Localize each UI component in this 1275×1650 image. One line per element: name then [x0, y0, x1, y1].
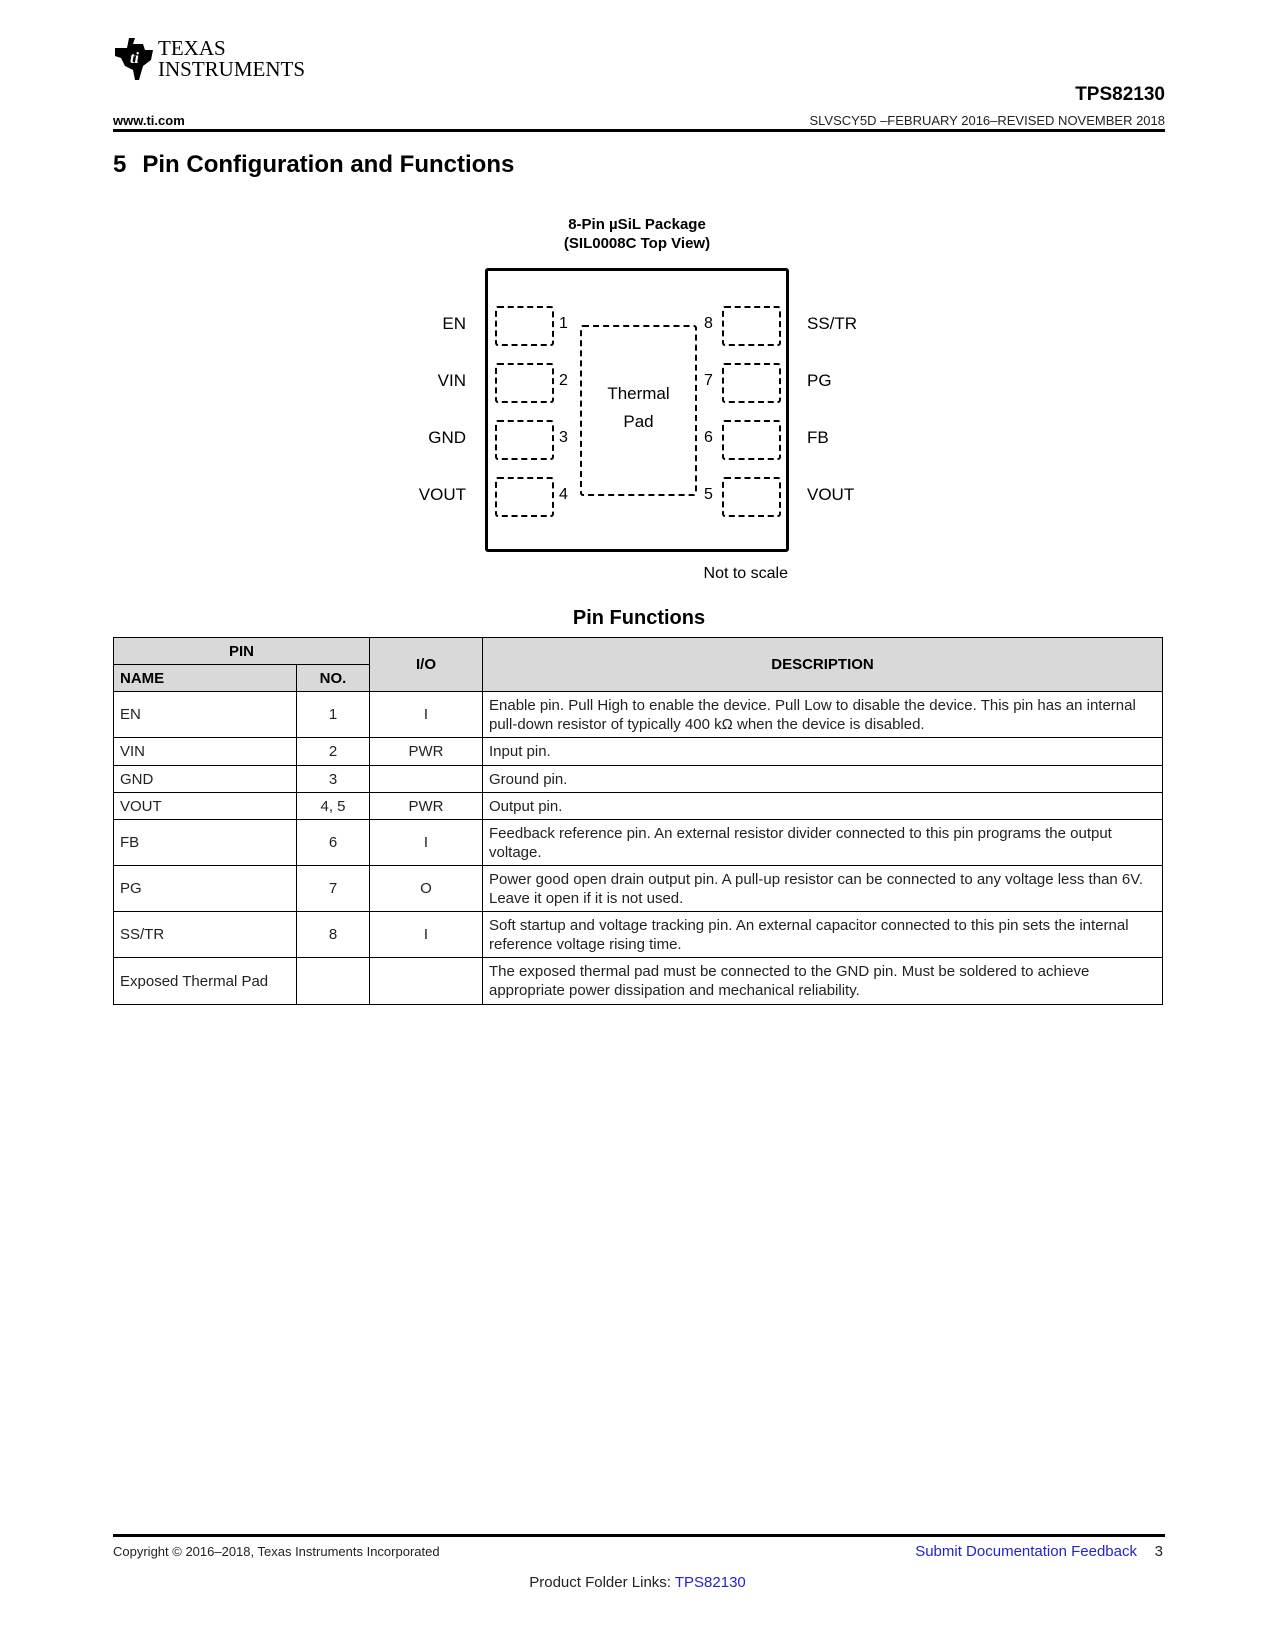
pin-label-vin: VIN: [437, 371, 466, 390]
cell-no: 1: [297, 692, 370, 738]
pin-number-3: 3: [559, 429, 568, 446]
cell-io: I: [370, 820, 483, 866]
pin-number-2: 2: [559, 372, 568, 389]
ti-logo-icon: [113, 36, 155, 82]
cell-io: I: [370, 912, 483, 958]
package-title: [485, 215, 789, 253]
cell-description: Enable pin. Pull High to enable the device. Pull Low to disable the device. This pin has an internal pull-down resistor of typically 400 kΩ when the device is disabled.: [483, 692, 1163, 738]
table-row: [114, 820, 1163, 866]
cell-name: PG: [114, 866, 297, 912]
header-name: NAME: [114, 665, 297, 692]
table-row: [114, 958, 1163, 1005]
pin-pad-2: [495, 363, 554, 403]
cell-io: I: [370, 692, 483, 738]
cell-io: [370, 958, 483, 1005]
site-url-link[interactable]: www.ti.com: [113, 113, 185, 128]
pin-pad-5: [722, 477, 781, 517]
logo-line-1: TEXAS: [158, 36, 226, 60]
pin-pad-6: [722, 420, 781, 460]
cell-name: FB: [114, 820, 297, 866]
package-title-line-2: (SIL0008C Top View): [563, 235, 711, 252]
cell-no: 3: [297, 766, 370, 793]
cell-no: 8: [297, 912, 370, 958]
header-description: DESCRIPTION: [483, 638, 1163, 692]
section-title-text: Pin Configuration and Functions: [142, 151, 515, 178]
section-title: [113, 151, 514, 179]
pin-label-gnd: GND: [428, 428, 466, 447]
table-row: [114, 766, 1163, 793]
footer-divider: [113, 1534, 1165, 1537]
table-row: [114, 793, 1163, 820]
pin-number-7: 7: [704, 372, 713, 389]
cell-io: PWR: [370, 738, 483, 766]
pin-number-8: 8: [704, 315, 713, 332]
document-id: SLVSCY5D –FEBRUARY 2016–REVISED NOVEMBER 2018: [809, 113, 1165, 128]
cell-description: Output pin.: [483, 793, 1163, 820]
cell-io: [370, 766, 483, 793]
cell-no: [297, 958, 370, 1005]
product-folder-link[interactable]: TPS82130: [674, 1574, 746, 1591]
table-title: Pin Functions: [572, 607, 706, 629]
pin-pad-3: [495, 420, 554, 460]
logo-wordmark: [158, 38, 305, 80]
thermal-pad-label-line-2: Pad: [623, 412, 654, 431]
cell-description: Power good open drain output pin. A pull-up resistor can be connected to any voltage less than 6V. Leave it open if it is not used.: [483, 866, 1163, 912]
pin-label-en: EN: [442, 314, 466, 333]
pin-pad-8: [722, 306, 781, 346]
pin-label-vout-right: VOUT: [807, 485, 855, 504]
section-number: 5: [113, 151, 127, 178]
cell-io: O: [370, 866, 483, 912]
cell-name: EN: [114, 692, 297, 738]
table-row: [114, 738, 1163, 766]
cell-no: 4, 5: [297, 793, 370, 820]
cell-no: 7: [297, 866, 370, 912]
header-pin: PIN: [114, 638, 370, 665]
pin-pad-7: [722, 363, 781, 403]
thermal-pad-label-line-1: Thermal: [607, 384, 670, 403]
cell-no: 6: [297, 820, 370, 866]
pin-label-fb: FB: [807, 428, 829, 447]
cell-description: Feedback reference pin. An external resistor divider connected to this pin programs the output voltage.: [483, 820, 1163, 866]
folder-links-label: Product Folder Links:: [529, 1574, 675, 1591]
pin-number-5: 5: [704, 486, 713, 503]
cell-io: PWR: [370, 793, 483, 820]
pin-number-4: 4: [559, 486, 568, 503]
cell-name: Exposed Thermal Pad: [114, 958, 297, 1005]
pin-label-ss-tr: SS/TR: [807, 314, 858, 333]
pin-functions-table: [113, 637, 1163, 1005]
ti-logo: [113, 36, 313, 84]
cell-description: Input pin.: [483, 738, 1163, 766]
not-to-scale-note: Not to scale: [703, 565, 788, 582]
table-row: [114, 866, 1163, 912]
cell-description: The exposed thermal pad must be connected to the GND pin. Must be soldered to achieve appropriate power dissipation and mechanical reliability.: [483, 958, 1163, 1005]
header-no: NO.: [297, 665, 370, 692]
pin-pad-4: [495, 477, 554, 517]
pin-number-6: 6: [704, 429, 713, 446]
cell-name: VOUT: [114, 793, 297, 820]
product-folder-links: [0, 1574, 1275, 1591]
part-number: TPS82130: [1075, 84, 1165, 105]
cell-name: VIN: [114, 738, 297, 766]
pin-number-1: 1: [559, 315, 568, 332]
pin-label-pg: PG: [807, 371, 832, 390]
copyright-text: Copyright © 2016–2018, Texas Instruments Incorporated: [113, 1544, 440, 1559]
package-title-line-1: 8-Pin µSiL Package: [568, 216, 706, 233]
header-io: I/O: [370, 638, 483, 692]
cell-no: 2: [297, 738, 370, 766]
cell-description: Soft startup and voltage tracking pin. An external capacitor connected to this pin sets the internal reference voltage rising time.: [483, 912, 1163, 958]
table-row: [114, 912, 1163, 958]
page-number: 3: [1154, 1543, 1163, 1560]
logo-line-2: INSTRUMENTS: [158, 57, 306, 81]
svg-text:ti: ti: [130, 50, 139, 67]
pin-label-vout-left: VOUT: [418, 485, 466, 504]
header-divider: [113, 129, 1165, 132]
cell-name: GND: [114, 766, 297, 793]
submit-feedback-link[interactable]: Submit Documentation Feedback: [915, 1543, 1137, 1560]
table-row: [114, 692, 1163, 738]
cell-name: SS/TR: [114, 912, 297, 958]
thermal-pad-label: [580, 380, 697, 436]
cell-description: Ground pin.: [483, 766, 1163, 793]
pin-pad-1: [495, 306, 554, 346]
